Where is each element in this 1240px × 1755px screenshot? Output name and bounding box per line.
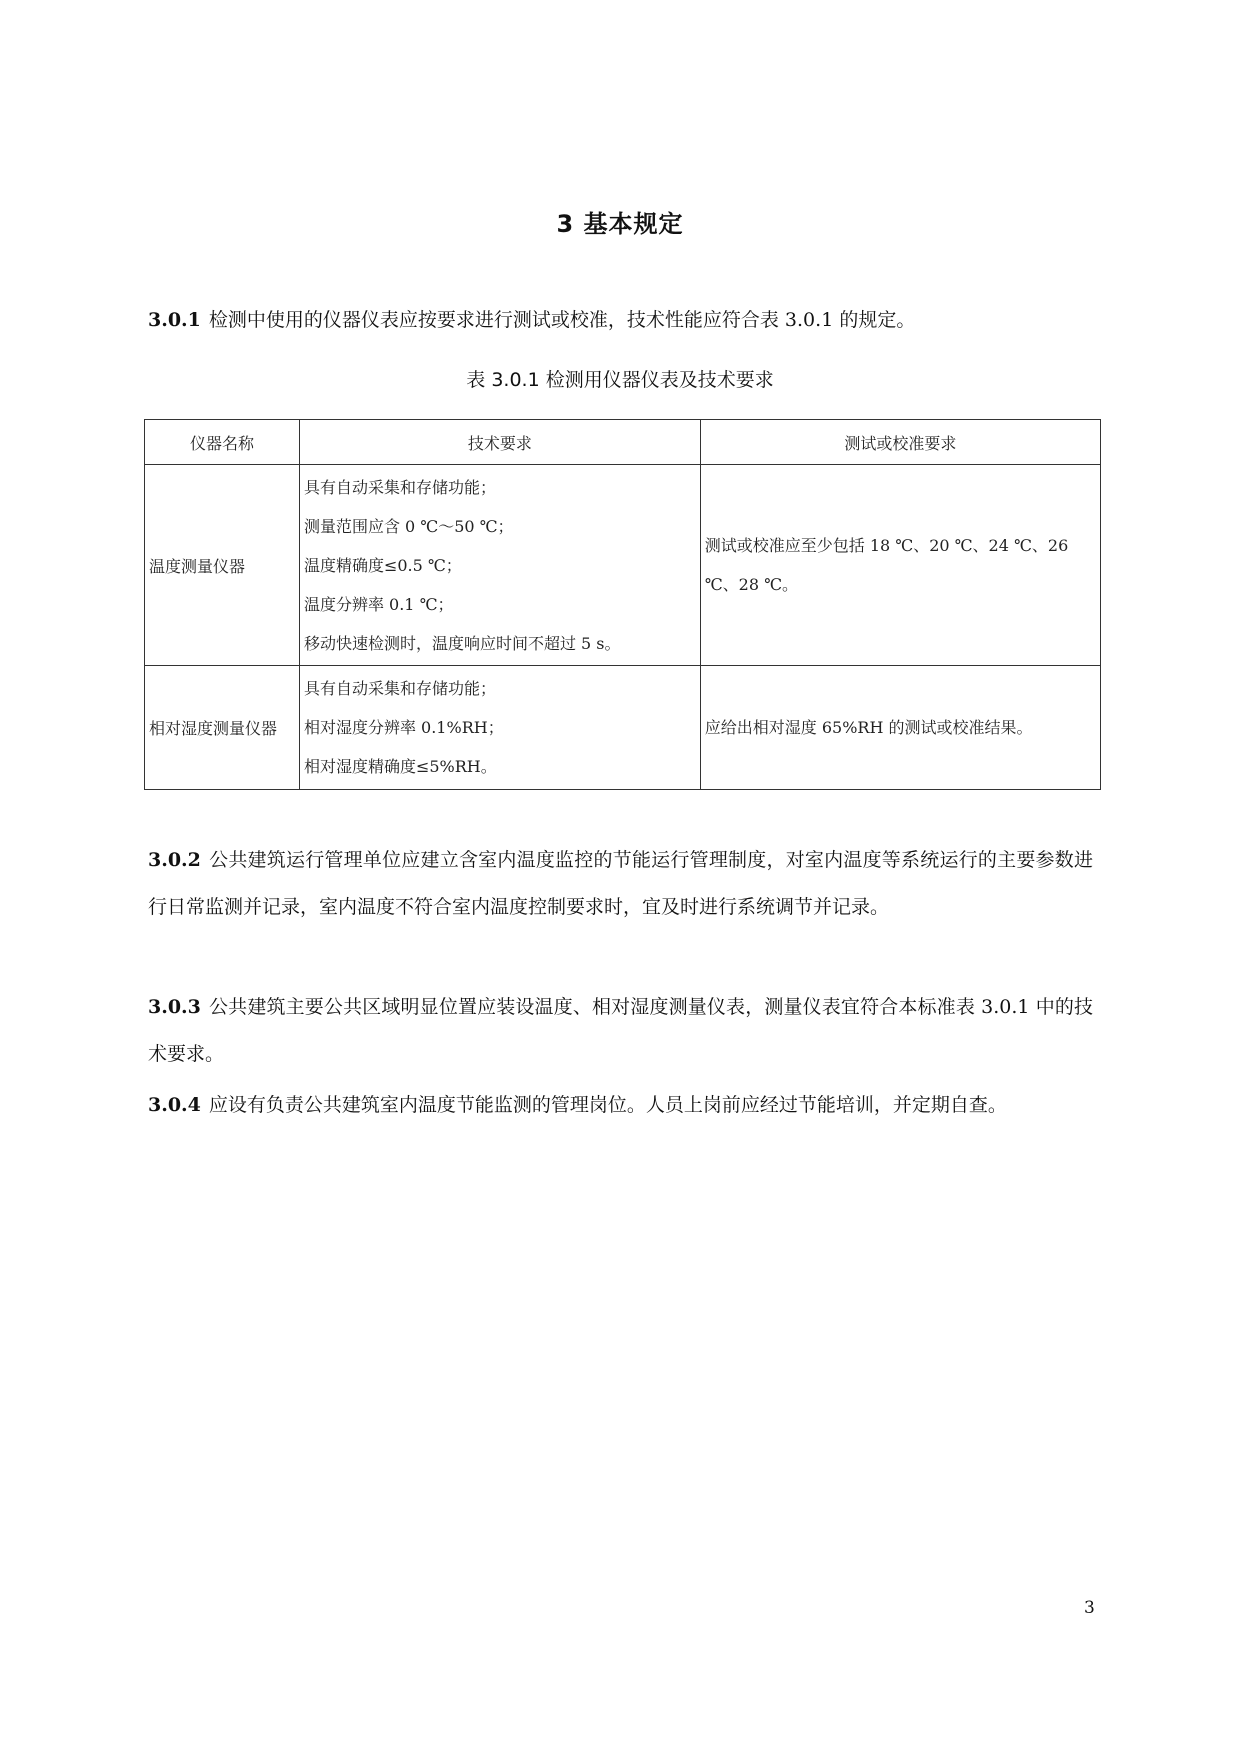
clause-text: 公共建筑主要公共区域明显位置应装设温度、相对湿度测量仪表，测量仪表宜符合本标准表 3.0.1 中的技术要求。 [148,996,1093,1065]
clause-text: 检测中使用的仪器仪表应按要求进行测试或校准，技术性能应符合表 3.0.1 的规定。 [208,309,916,331]
instrument-requirements-table [144,419,1101,790]
requirement-line: 温度分辨率 0.1 ℃； [303,594,454,614]
requirement-line: 测量范围应含 0 ℃～50 ℃； [303,516,514,536]
calibration-cell: 应给出相对湿度 65%RH 的测试或校准结果。 [700,666,1100,790]
clause-3-0-3 [148,984,1093,1078]
clause-text: 公共建筑运行管理单位应建立含室内温度监控的节能运行管理制度，对室内温度等系统运行的主要参数进行日常监测并记录，室内温度不符合室内温度控制要求时，宜及时进行系统调节并记录。 [148,849,1093,918]
requirement-line: 相对湿度精确度≤5%RH。 [303,757,497,776]
table-row [145,465,1101,666]
requirement-line: 具有自动采集和存储功能； [303,477,496,497]
clause-3-0-2 [148,837,1093,931]
table-caption: 表 3.0.1 检测用仪器仪表及技术要求 [466,369,774,391]
requirement-line: 相对湿度分辨率 0.1%RH； [303,718,504,737]
clause-3-0-1 [148,297,1093,344]
header-instrument-name: 仪器名称 [145,420,300,465]
page-number: 3 [1084,1598,1095,1618]
header-technical-requirements: 技术要求 [299,420,700,465]
table-header-row [145,420,1101,465]
clause-number: 3.0.2 [148,849,201,871]
calibration-cell: 测试或校准应至少包括 18 ℃、20 ℃、24 ℃、26 ℃、28 ℃。 [700,465,1100,666]
clause-number: 3.0.1 [148,309,201,331]
requirement-line: 具有自动采集和存储功能； [303,679,496,698]
section-title: 3 基本规定 [556,210,684,238]
requirement-line: 温度精确度≤0.5 ℃； [303,555,462,575]
requirements-cell [299,666,700,790]
table-row [145,666,1101,790]
clause-3-0-4 [148,1082,1093,1129]
header-calibration-requirements: 测试或校准要求 [700,420,1100,465]
clause-number: 3.0.3 [148,996,201,1018]
instrument-name-cell: 温度测量仪器 [145,465,300,666]
clause-number: 3.0.4 [148,1094,201,1116]
clause-text: 应设有负责公共建筑室内温度节能监测的管理岗位。人员上岗前应经过节能培训，并定期自查。 [208,1094,1007,1116]
requirement-line: 移动快速检测时，温度响应时间不超过 5 s。 [303,633,621,653]
instrument-name-cell: 相对湿度测量仪器 [145,666,300,790]
requirements-cell [299,465,700,666]
